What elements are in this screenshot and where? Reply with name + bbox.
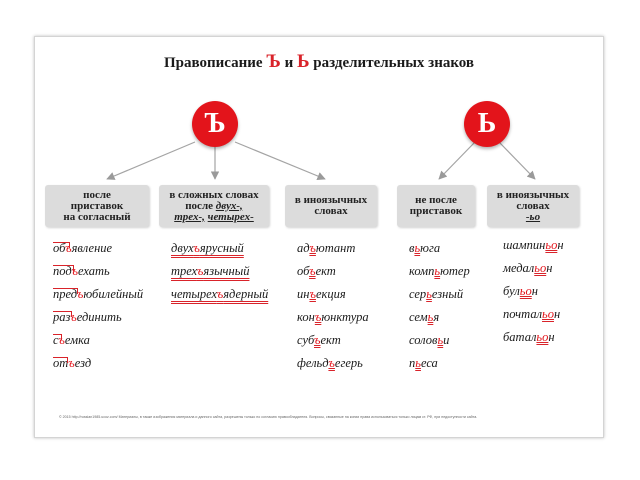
box-italic: трех-,	[174, 210, 205, 223]
box-italic: -ьо	[525, 210, 541, 223]
box-line: в иноязычных	[294, 194, 368, 206]
rule-box-no-prefix	[397, 185, 475, 227]
example-word: почтальон	[503, 307, 561, 321]
arrow-soft-2	[499, 142, 535, 179]
box-line: на согласный	[63, 210, 131, 223]
example-word: отъезд	[53, 355, 143, 378]
box-line: в сложных словах	[169, 188, 259, 201]
box-line: приставок	[70, 199, 124, 212]
title-hard-sign: Ъ	[266, 51, 281, 72]
rule-box-foreign-soft	[487, 185, 579, 227]
rule-box-prefix	[45, 185, 149, 227]
example-word: батальон	[503, 330, 555, 344]
box-line: в иноязычных	[496, 188, 570, 201]
example-word: двухъярусный	[171, 241, 244, 255]
title-mid: и	[280, 55, 297, 71]
example-word: трехъязычный	[171, 264, 250, 278]
example-word: медальон	[503, 261, 553, 275]
rule-box-foreign-hard	[285, 185, 377, 227]
title-soft-sign: Ь	[296, 51, 310, 72]
rule-box-compound	[159, 185, 269, 227]
soft-sign-circle: Ь	[464, 101, 510, 147]
example-word: четырехъядерный	[171, 287, 269, 301]
example-word: компьютер	[409, 264, 470, 278]
box-line: словах	[516, 199, 550, 212]
box-line: словах	[314, 205, 348, 217]
box-line: не после	[415, 194, 457, 206]
poster	[34, 36, 604, 438]
column-foreign-soft-words	[503, 237, 564, 352]
column-foreign-hard-words	[297, 240, 369, 378]
box-italic: двух-,	[215, 199, 243, 212]
box-italic: четырех-	[207, 210, 254, 223]
box-line: после	[185, 199, 213, 212]
example-word: субъект	[297, 333, 341, 347]
example-word: предъюбилейный	[53, 286, 143, 309]
column-soft-no-prefix-words	[409, 240, 470, 378]
title-after: разделительных знаков	[309, 55, 475, 71]
example-word: вьюга	[409, 241, 441, 255]
example-word: объявление	[53, 240, 143, 263]
arrow-hard-1	[107, 142, 195, 179]
example-word: подъехать	[53, 263, 143, 286]
example-word: шампиньон	[503, 238, 564, 252]
example-word: адъютант	[297, 241, 356, 255]
column-compound-words	[171, 240, 268, 309]
example-word: инъекция	[297, 287, 346, 301]
example-word: соловьи	[409, 333, 450, 347]
example-word: фельдъегерь	[297, 356, 363, 370]
example-word: конъюнктура	[297, 310, 369, 324]
box-line: приставок	[409, 205, 463, 217]
example-word: бульон	[503, 284, 538, 298]
footer-copyright: © 2015 http://russian1985.ucoz.com/ Материалы, в также изображения материала и данного сайта, разрешены только по согласию правообладателя. Вопросы, связанные на копии права использоваться только лицам ст. РФ, при недоступности сайта.	[59, 415, 478, 419]
example-word: семья	[409, 310, 440, 324]
hard-sign-circle: Ъ	[192, 101, 238, 147]
column-prefix-words	[53, 240, 143, 378]
example-word: объект	[297, 264, 336, 278]
example-word: серьезный	[409, 287, 464, 301]
arrow-hard-3	[235, 142, 325, 179]
example-word: съемка	[53, 332, 143, 355]
arrow-soft-1	[439, 142, 475, 179]
example-word: разъединить	[53, 309, 143, 332]
title-before: Правописание	[163, 55, 267, 71]
box-line: после	[83, 188, 111, 201]
example-word: пьеса	[409, 356, 438, 370]
